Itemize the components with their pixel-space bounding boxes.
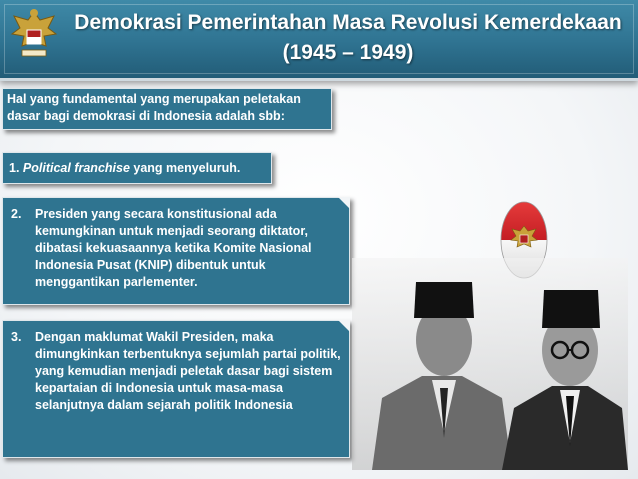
- point-3-number: 3.: [11, 330, 22, 344]
- intro-line-2: dasar bagi demokrasi di Indonesia adalah sbb:: [7, 109, 285, 123]
- point-3-text: Dengan maklumat Wakil Presiden, maka dimungkinkan terbentuknya sejumlah partai politik, yang kemudian menjadi peletak dasar bagi sistem kepartaian di Indonesia untuk masa-masa selanjutnya dalam sejarah politik Indonesia: [35, 330, 341, 412]
- title-line-2: (1945 – 1949): [282, 41, 414, 64]
- point-1-number: 1.: [9, 161, 20, 175]
- box-corner-fold: [338, 197, 350, 209]
- box-corner-fold: [338, 320, 350, 332]
- point-2-number: 2.: [11, 207, 22, 221]
- point-2-box: [2, 197, 350, 305]
- point-1-box: [2, 152, 272, 184]
- point-3-box: [2, 320, 350, 458]
- point-1-italic: Political franchise: [22, 161, 130, 175]
- page-title: [66, 8, 630, 68]
- point-2-text: Presiden yang secara konstitusional ada kemungkinan untuk menjadi seorang diktator, dibatasi kekuasaannya ketika Komite Nasional Indonesia Pusat (KNIP) dibentuk untuk menggantikan parlementer.: [35, 207, 312, 289]
- header-bar: [0, 0, 638, 81]
- point-1-text: yang menyeluruh.: [129, 161, 241, 175]
- garuda-icon: [8, 6, 60, 66]
- title-line-1: Demokrasi Pemerintahan Masa Revolusi Kemerdekaan: [74, 11, 622, 34]
- intro-line-1: Hal yang fundamental yang merupakan peletakan: [7, 92, 301, 106]
- founding-fathers-photo: [352, 258, 628, 470]
- intro-box: [2, 88, 332, 130]
